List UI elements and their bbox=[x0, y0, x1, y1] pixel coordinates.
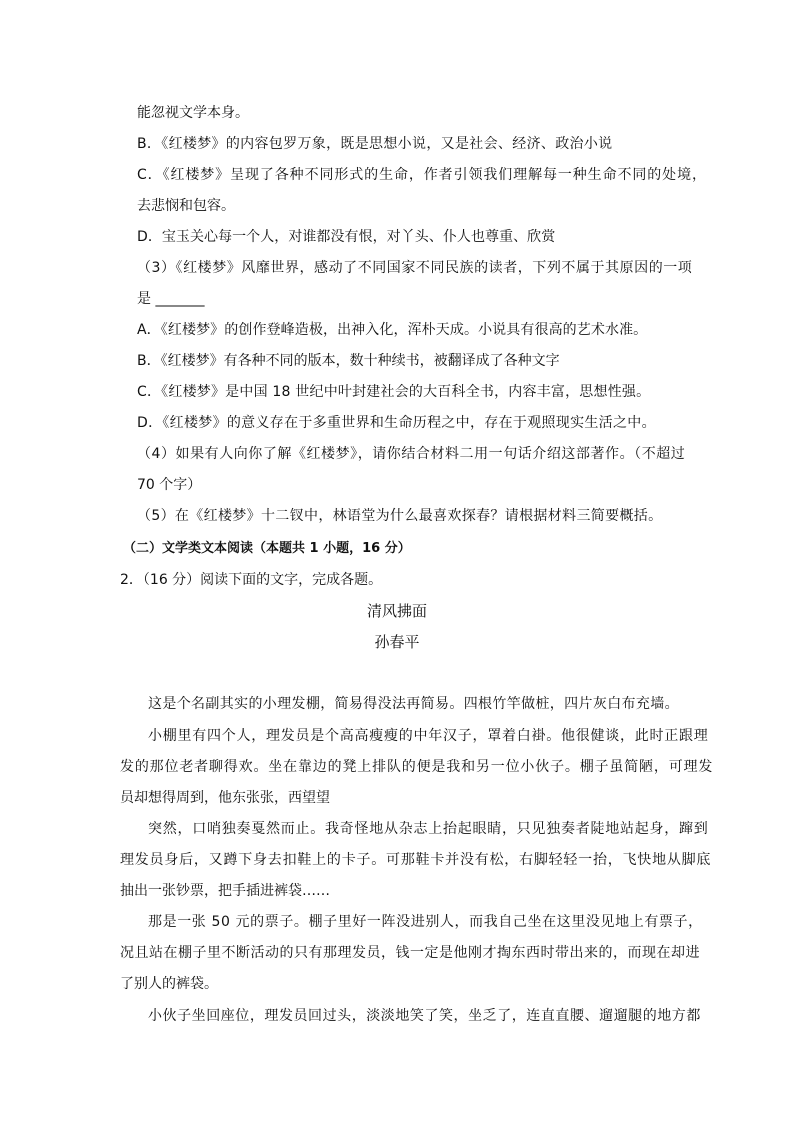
paragraph-line: 抽出一张钞票，把手插进裤袋…… bbox=[120, 883, 330, 899]
answer-blank: 是 _______ bbox=[137, 291, 205, 307]
text-line: 70 个字） bbox=[137, 477, 202, 493]
paragraph-line: 那是一张 50 元的票子。棚子里好一阵没进别人，而我自己坐在这里没见地上有票子， bbox=[148, 914, 703, 930]
paragraph-line: 这是个名副其实的小理发棚，简易得没法再简易。四根竹竿做桩，四片灰白布充墙。 bbox=[148, 696, 679, 712]
text-line: 能忽视文学本身。 bbox=[137, 105, 249, 121]
question-3: （3）《红楼梦》风靡世界，感动了不同国家不同民族的读者，下列不属于其原因的一项 bbox=[137, 260, 693, 276]
option-d: D．《红楼梦》的意义存在于多重世界和生命历程之中，存在于观照现实生活之中。 bbox=[137, 415, 656, 431]
paragraph-line: 小伙子坐回座位，理发员回过头，淡淡地笑了笑，坐乏了，连直直腰、遛遛腿的地方都 bbox=[148, 1008, 701, 1024]
question-4: （4）如果有人向你了解《红楼梦》，请你结合材料二用一句话介绍这部著作。（不超过 bbox=[137, 446, 686, 462]
question-5: （5）在《红楼梦》十二钗中，林语堂为什么最喜欢探春？请根据材料三简要概括。 bbox=[137, 508, 663, 524]
question-2: 2．（16 分）阅读下面的文字，完成各题。 bbox=[120, 572, 383, 588]
paragraph-line: 发的那位老者聊得欢。坐在靠边的凳上排队的便是我和另一位小伙子。棚子虽简陋，可理发 bbox=[120, 759, 714, 775]
option-c: C．《红楼梦》是中国 18 世纪中叶封建社会的大百科全书，内容丰富，思想性强。 bbox=[137, 384, 651, 400]
paragraph-line: 小棚里有四个人，理发员是个高高瘦瘦的中年汉子，罩着白褂。他很健谈，此时正跟理 bbox=[148, 728, 709, 744]
paragraph-line: 了别人的裤袋。 bbox=[120, 976, 218, 992]
article-author: 孙春平 bbox=[374, 633, 420, 651]
paragraph-line: 突然，口哨独奏戛然而止。我奇怪地从杂志上抬起眼睛，只见独奏者陡地站起身，蹿到 bbox=[148, 821, 709, 837]
option-a: A．《红楼梦》的创作登峰造极，出神入化，浑朴天成。小说具有很高的艺术水准。 bbox=[137, 322, 648, 338]
paragraph-line: 理发员身后，又蹲下身去扣鞋上的卡子。可那鞋卡并没有松，右脚轻轻一抬，飞快地从脚底 bbox=[120, 852, 712, 868]
paragraph-line: 员却想得周到，他东张张，西望望 bbox=[120, 790, 330, 806]
article-title: 清风拂面 bbox=[366, 602, 427, 620]
section-heading: （二）文学类文本阅读（本题共 1 小题，16 分） bbox=[123, 541, 411, 556]
option-c: C．《红楼梦》呈现了各种不同形式的生命，作者引领我们理解每一种生命不同的处境， bbox=[137, 167, 707, 183]
option-b: B．《红楼梦》的内容包罗万象，既是思想小说，又是社会、经济、政治小说 bbox=[137, 136, 613, 152]
option-b: B．《红楼梦》有各种不同的版本，数十种续书，被翻译成了各种文字 bbox=[137, 353, 560, 369]
text-line: 去悲悯和包容。 bbox=[137, 198, 235, 214]
option-d: D．宝玉关心每一个人，对谁都没有恨，对丫头、仆人也尊重、欣赏 bbox=[137, 229, 556, 245]
paragraph-line: 况且站在棚子里不断活动的只有那理发员，钱一定是他刚才掏东西时带出来的，而现在却进 bbox=[120, 945, 700, 961]
